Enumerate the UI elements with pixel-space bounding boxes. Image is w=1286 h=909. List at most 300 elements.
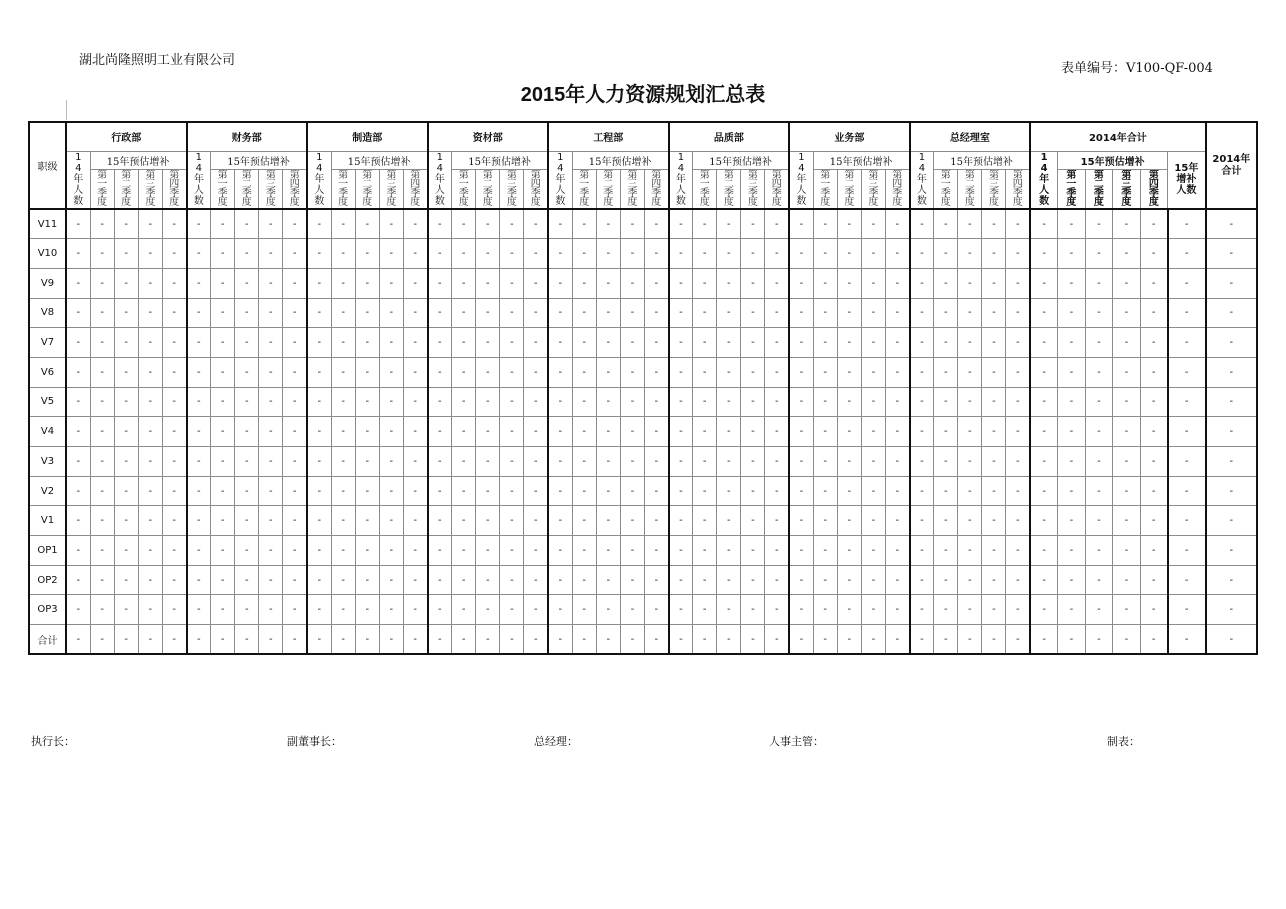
data-cell-text: - <box>389 277 394 289</box>
data-cell <box>476 536 500 566</box>
data-cell-text: - <box>992 307 996 319</box>
data-cell-text: - <box>992 515 996 527</box>
data-cell <box>572 298 596 328</box>
data-cell <box>211 387 235 417</box>
summary-cell-text: - <box>1069 574 1074 586</box>
data-cell <box>162 625 186 655</box>
add-15-cell-text: - <box>1184 337 1189 349</box>
data-cell <box>620 357 644 387</box>
data-cell-text: - <box>461 515 466 527</box>
data-cell <box>1006 625 1030 655</box>
data-cell-text: - <box>774 604 779 616</box>
rank-label-text: V2 <box>40 485 55 497</box>
data-cell-text: - <box>702 544 707 556</box>
data-cell-text: - <box>365 604 370 616</box>
data-cell-text: - <box>124 604 129 616</box>
data-cell <box>885 565 909 595</box>
data-cell <box>90 357 114 387</box>
dept-header <box>187 122 308 151</box>
data-cell <box>259 298 283 328</box>
summary-cell <box>1140 328 1168 358</box>
headcount-14-header-text: 14年人数 <box>434 152 445 208</box>
rank-label <box>29 268 66 298</box>
data-cell <box>283 209 307 239</box>
data-cell-text: - <box>582 277 586 289</box>
summary-cell-text: - <box>1069 218 1074 230</box>
data-cell <box>934 268 958 298</box>
total-cell-text: - <box>1229 248 1234 260</box>
summary-cell <box>1058 268 1086 298</box>
data-cell-text: - <box>100 515 104 527</box>
data-cell-text: - <box>100 277 104 289</box>
total-cell <box>1206 387 1257 417</box>
data-cell-text: - <box>968 604 972 616</box>
data-cell-text: - <box>172 307 176 319</box>
data-cell <box>669 476 693 506</box>
data-cell <box>861 595 885 625</box>
add-15-cell-text: - <box>1184 485 1189 497</box>
rank-label-text: V1 <box>40 515 55 527</box>
data-cell <box>837 417 861 447</box>
data-cell <box>982 506 1006 536</box>
data-cell <box>982 447 1006 477</box>
data-cell <box>66 357 90 387</box>
data-cell <box>331 298 355 328</box>
data-cell <box>259 447 283 477</box>
data-cell <box>187 268 211 298</box>
data-cell-text: - <box>727 485 731 497</box>
summary-cell <box>1140 506 1168 536</box>
data-cell <box>765 298 789 328</box>
data-cell-text: - <box>341 633 345 645</box>
summary-cell <box>1030 209 1058 239</box>
data-cell-text: - <box>654 485 659 497</box>
data-cell-text: - <box>533 366 538 378</box>
forecast-15-header <box>90 151 186 169</box>
data-cell-text: - <box>630 218 635 230</box>
data-cell-text: - <box>124 366 129 378</box>
data-cell <box>452 476 476 506</box>
data-cell <box>620 209 644 239</box>
data-cell-text: - <box>871 426 876 438</box>
data-cell <box>934 417 958 447</box>
quarter-header-text: 第二季度 <box>723 169 734 208</box>
data-cell-text: - <box>630 366 635 378</box>
data-cell-text: - <box>823 366 828 378</box>
data-cell <box>138 268 162 298</box>
summary-cell <box>1030 357 1058 387</box>
quarter-header-text: 第三季度 <box>627 169 638 208</box>
rank-label <box>29 417 66 447</box>
data-cell <box>428 328 452 358</box>
data-cell <box>934 239 958 269</box>
data-cell <box>379 536 403 566</box>
data-cell <box>596 417 620 447</box>
data-cell-text: - <box>799 455 804 467</box>
data-cell <box>669 357 693 387</box>
data-cell-text: - <box>413 218 418 230</box>
data-cell-text: - <box>895 248 900 260</box>
data-cell <box>476 506 500 536</box>
data-cell <box>114 387 138 417</box>
data-cell <box>1006 298 1030 328</box>
data-cell <box>669 209 693 239</box>
data-cell <box>66 298 90 328</box>
data-cell-text: - <box>847 604 852 616</box>
quarter-header <box>572 169 596 209</box>
data-cell <box>428 476 452 506</box>
data-cell <box>837 595 861 625</box>
data-cell <box>524 268 548 298</box>
quarter-header-text: 第一季度 <box>579 169 590 208</box>
data-cell-text: - <box>823 307 828 319</box>
data-cell-text: - <box>510 277 514 289</box>
data-cell <box>910 357 934 387</box>
data-cell-text: - <box>630 544 635 556</box>
data-cell <box>452 417 476 447</box>
summary-cell <box>1058 417 1086 447</box>
data-cell <box>934 387 958 417</box>
data-cell-text: - <box>172 604 176 616</box>
data-cell-text: - <box>582 574 586 586</box>
data-cell-text: - <box>582 366 586 378</box>
data-cell-text: - <box>679 396 683 408</box>
headcount-14-header <box>307 151 331 209</box>
signature-label: 副董事长： <box>287 735 342 748</box>
summary-cell <box>1058 595 1086 625</box>
add-15-cell-text: - <box>1184 455 1189 467</box>
data-cell-text: - <box>702 396 707 408</box>
data-cell-text: - <box>485 455 490 467</box>
dept-header <box>669 122 790 151</box>
summary-cell-text: - <box>1097 396 1101 408</box>
data-cell <box>452 387 476 417</box>
data-cell-text: - <box>774 485 779 497</box>
data-cell <box>259 595 283 625</box>
data-cell <box>355 565 379 595</box>
headcount-14-header-text: 14年人数 <box>916 152 927 208</box>
quarter-header <box>355 169 379 209</box>
data-cell <box>548 268 572 298</box>
data-cell <box>114 447 138 477</box>
data-cell <box>428 506 452 536</box>
data-cell <box>669 239 693 269</box>
data-cell <box>524 447 548 477</box>
data-cell-text: - <box>968 277 972 289</box>
data-cell-text: - <box>76 396 81 408</box>
data-cell-text: - <box>799 307 804 319</box>
data-cell-text: - <box>100 396 104 408</box>
summary-cell <box>1030 595 1058 625</box>
data-cell <box>476 209 500 239</box>
data-cell <box>428 447 452 477</box>
data-cell-text: - <box>124 426 129 438</box>
data-cell <box>717 209 741 239</box>
data-cell-text: - <box>774 574 779 586</box>
rank-label <box>29 506 66 536</box>
data-cell-text: - <box>774 544 779 556</box>
headcount-14-header-text: 14年人数 <box>314 152 325 208</box>
data-cell-text: - <box>461 455 466 467</box>
data-cell-text: - <box>461 574 466 586</box>
data-cell-text: - <box>895 218 900 230</box>
data-cell <box>572 536 596 566</box>
data-cell <box>211 595 235 625</box>
quarter-header-text: 第二季度 <box>603 169 614 208</box>
data-cell <box>741 565 765 595</box>
data-cell-text: - <box>799 277 804 289</box>
summary-quarter-header-text: 第三季度 <box>1121 169 1132 208</box>
data-cell <box>620 625 644 655</box>
data-cell-text: - <box>606 218 611 230</box>
quarter-header <box>837 169 861 209</box>
data-cell <box>452 328 476 358</box>
signature-label: 总经理： <box>534 735 578 748</box>
rank-label-text: OP2 <box>37 574 58 586</box>
data-cell-text: - <box>317 396 322 408</box>
data-cell-text: - <box>871 277 876 289</box>
data-cell-text: - <box>654 277 659 289</box>
data-cell-text: - <box>341 337 345 349</box>
summary-cell <box>1113 536 1141 566</box>
data-cell <box>283 476 307 506</box>
data-cell <box>283 328 307 358</box>
data-cell <box>982 417 1006 447</box>
data-cell-text: - <box>292 485 297 497</box>
data-cell <box>548 506 572 536</box>
data-cell-text: - <box>823 248 828 260</box>
quarter-header <box>1006 169 1030 209</box>
data-cell <box>1006 387 1030 417</box>
data-cell <box>572 625 596 655</box>
data-cell <box>187 328 211 358</box>
data-cell-text: - <box>630 396 635 408</box>
data-cell <box>476 298 500 328</box>
data-cell-text: - <box>244 455 249 467</box>
summary-cell-text: - <box>1097 544 1101 556</box>
data-cell <box>283 506 307 536</box>
data-cell <box>66 387 90 417</box>
data-cell-text: - <box>100 574 104 586</box>
data-cell <box>307 565 331 595</box>
data-cell <box>428 417 452 447</box>
data-cell <box>982 298 1006 328</box>
data-cell-text: - <box>100 544 104 556</box>
data-cell-text: - <box>727 544 731 556</box>
data-cell <box>162 268 186 298</box>
table-row <box>29 328 1257 358</box>
data-cell-text: - <box>485 337 490 349</box>
data-cell <box>717 595 741 625</box>
data-cell-text: - <box>438 337 442 349</box>
summary-quarter-header <box>1085 169 1113 209</box>
quarter-header-text: 第三季度 <box>747 169 758 208</box>
data-cell-text: - <box>485 307 490 319</box>
data-cell-text: - <box>702 604 707 616</box>
data-cell <box>138 417 162 447</box>
data-cell <box>572 387 596 417</box>
data-cell-text: - <box>774 396 779 408</box>
data-cell-text: - <box>871 455 876 467</box>
data-cell <box>331 506 355 536</box>
add-15-cell-text: - <box>1184 633 1189 645</box>
data-cell-text: - <box>920 337 924 349</box>
add-15-cell <box>1168 387 1206 417</box>
data-cell <box>813 476 837 506</box>
data-cell-text: - <box>1016 515 1020 527</box>
data-cell <box>235 625 259 655</box>
data-cell <box>379 595 403 625</box>
data-cell <box>620 506 644 536</box>
data-cell-text: - <box>606 396 611 408</box>
quarter-header-text: 第一季度 <box>699 169 710 208</box>
data-cell <box>452 565 476 595</box>
data-cell <box>355 506 379 536</box>
quarter-header-text: 第一季度 <box>217 169 228 208</box>
data-cell-text: - <box>461 366 466 378</box>
data-cell-text: - <box>1016 633 1020 645</box>
data-cell-text: - <box>461 337 466 349</box>
data-cell <box>644 209 668 239</box>
data-cell <box>403 447 427 477</box>
data-cell <box>476 239 500 269</box>
data-cell-text: - <box>413 277 418 289</box>
data-cell-text: - <box>365 574 370 586</box>
data-cell-text: - <box>943 515 948 527</box>
summary-headcount-header <box>1030 151 1058 209</box>
data-cell-text: - <box>172 485 176 497</box>
summary-cell <box>1140 357 1168 387</box>
data-cell <box>885 357 909 387</box>
data-cell-text: - <box>197 396 201 408</box>
data-cell <box>789 209 813 239</box>
data-cell-text: - <box>292 307 297 319</box>
data-cell <box>138 595 162 625</box>
forecast-15-header <box>211 151 307 169</box>
data-cell <box>596 595 620 625</box>
data-cell-text: - <box>943 337 948 349</box>
data-cell-text: - <box>438 426 442 438</box>
summary-cell-text: - <box>1097 574 1101 586</box>
data-cell <box>379 447 403 477</box>
quarter-header <box>765 169 789 209</box>
data-cell <box>379 387 403 417</box>
data-cell-text: - <box>438 633 442 645</box>
quarter-header <box>259 169 283 209</box>
summary-forecast-header <box>1058 151 1168 169</box>
data-cell <box>187 239 211 269</box>
summary-cell-text: - <box>1151 574 1156 586</box>
data-cell <box>596 536 620 566</box>
quarter-header <box>717 169 741 209</box>
data-cell-text: - <box>654 604 659 616</box>
total-cell <box>1206 536 1257 566</box>
data-cell <box>1006 417 1030 447</box>
data-cell-text: - <box>920 248 924 260</box>
data-cell-text: - <box>124 544 129 556</box>
data-cell-text: - <box>100 218 104 230</box>
data-cell <box>982 476 1006 506</box>
data-cell-text: - <box>606 455 611 467</box>
summary-cell <box>1058 328 1086 358</box>
data-cell-text: - <box>197 366 201 378</box>
data-cell <box>548 328 572 358</box>
data-cell-text: - <box>389 604 394 616</box>
data-cell <box>958 625 982 655</box>
headcount-14-header <box>910 151 934 209</box>
summary-cell <box>1140 387 1168 417</box>
data-cell <box>669 417 693 447</box>
data-cell-text: - <box>76 544 81 556</box>
rank-label <box>29 239 66 269</box>
summary-cell-text: - <box>1097 515 1101 527</box>
summary-cell-text: - <box>1151 396 1156 408</box>
data-cell <box>958 328 982 358</box>
data-cell <box>331 268 355 298</box>
add-15-header-text: 15年增补人数 <box>1174 163 1199 197</box>
data-cell <box>693 268 717 298</box>
data-cell <box>958 209 982 239</box>
data-cell <box>428 565 452 595</box>
total-cell-text: - <box>1229 455 1234 467</box>
data-cell-text: - <box>992 544 996 556</box>
data-cell-text: - <box>702 218 707 230</box>
summary-cell <box>1113 268 1141 298</box>
data-cell-text: - <box>148 337 153 349</box>
data-cell-text: - <box>895 455 900 467</box>
summary-cell <box>1085 357 1113 387</box>
headcount-14-header <box>428 151 452 209</box>
summary-cell <box>1140 239 1168 269</box>
data-cell <box>259 239 283 269</box>
add-15-cell-text: - <box>1184 544 1189 556</box>
data-cell <box>211 565 235 595</box>
data-cell <box>741 506 765 536</box>
data-cell <box>837 357 861 387</box>
data-cell <box>259 387 283 417</box>
data-cell <box>717 328 741 358</box>
data-cell-text: - <box>197 218 201 230</box>
data-cell <box>355 625 379 655</box>
data-cell <box>596 357 620 387</box>
total-cell <box>1206 476 1257 506</box>
summary-cell-text: - <box>1151 544 1156 556</box>
summary-cell <box>1058 239 1086 269</box>
data-cell-text: - <box>148 633 153 645</box>
data-cell <box>572 328 596 358</box>
summary-cell-text: - <box>1069 604 1074 616</box>
summary-cell <box>1113 298 1141 328</box>
data-cell-text: - <box>292 544 297 556</box>
data-cell <box>259 565 283 595</box>
data-cell <box>596 447 620 477</box>
data-cell-text: - <box>968 307 972 319</box>
data-cell <box>813 565 837 595</box>
dept-header <box>910 122 1031 151</box>
quarter-header-text: 第二季度 <box>964 169 975 208</box>
data-cell <box>403 625 427 655</box>
data-cell-text: - <box>968 485 972 497</box>
data-cell <box>693 328 717 358</box>
summary-cell-text: - <box>1097 248 1101 260</box>
data-cell <box>789 387 813 417</box>
data-cell <box>548 476 572 506</box>
data-cell <box>307 357 331 387</box>
data-cell <box>476 417 500 447</box>
quarter-header-text: 第一季度 <box>940 169 951 208</box>
summary-cell <box>1085 298 1113 328</box>
data-cell <box>982 625 1006 655</box>
